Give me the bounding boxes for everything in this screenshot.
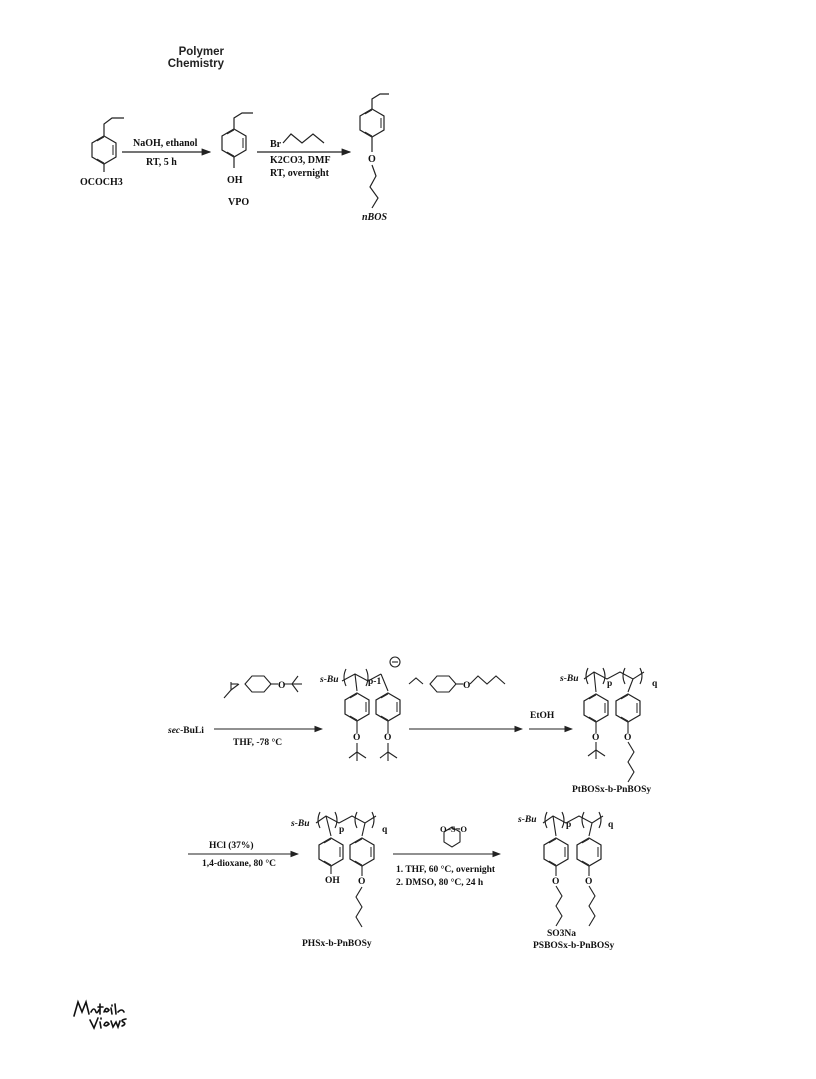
nbos-oxygen: O [463,681,471,691]
step1-reagents: NaOH, ethanol [133,138,198,149]
vpo-molecule [222,113,253,168]
chain-end-2: s-Bu [560,674,579,684]
repeat-q-3: q [608,820,614,830]
chain-end-4: s-Bu [518,815,537,825]
nbos-monomer [409,676,505,692]
butyl-chain [283,134,324,143]
sultone-atoms: O–S=O [440,824,468,834]
scheme-2-row-1-text [167,674,658,795]
quench-reagent: EtOH [530,711,555,721]
scheme-2-row-1 [214,657,644,782]
repeat-p-3: p [566,820,572,830]
materials-views-logo [72,996,132,1030]
tbos-oxygen: O [278,681,286,691]
step1-conditions: RT, 5 h [146,157,177,168]
bromide: Br [270,139,282,150]
ether-oxygen-6: O [552,877,560,887]
step3-conditions: 1,4-dioxane, 80 °C [202,859,276,869]
ether-oxygen-5: O [358,877,366,887]
polymer-label-3: PSBOSx-b-PnBOSy [533,941,615,951]
vpo-label: VPO [228,197,250,208]
living-polymer [342,657,400,761]
repeat-q-1: q [652,679,658,689]
ptbos-pnbos-polymer [584,668,644,782]
step4-condition-1: 1. THF, 60 °C, overnight [396,865,496,875]
repeat-q-2: q [382,825,388,835]
sulfonate-group: SO3Na [547,929,577,939]
acetoxystyrene-molecule [92,118,124,172]
scheme-1-text [80,138,387,223]
ether-oxygen: O [368,154,376,165]
ether-oxygen-2: O [384,733,392,743]
ether-oxygen-1: O [353,733,361,743]
scheme-1 [92,94,389,208]
ether-oxygen-3: O [592,733,600,743]
polymer-label-2: PHSx-b-PnBOSy [302,939,372,949]
psbos-pnbos-polymer [543,812,603,926]
repeat-p-1: p [607,679,613,689]
step3-acid: HCl (37%) [209,841,254,851]
step2-conditions: RT, overnight [270,168,329,179]
chain-end-1: s-Bu [320,675,339,685]
phs-pnbos-polymer [316,812,376,927]
hydroxy-group-2: OH [325,876,340,886]
step2-base: K2CO3, DMF [270,155,331,166]
step4-condition-2: 2. DMSO, 80 °C, 24 h [396,878,484,888]
initiator: sec-BuLi [168,726,204,736]
journal-name-line2: Chemistry [167,58,224,70]
polymer-label-1: PtBOSx-b-PnBOSy [572,785,652,795]
nbos-label: nBOS [362,212,388,223]
step1-conditions: THF, -78 °C [233,738,283,748]
nbos-molecule [360,94,389,208]
tbos-monomer [224,676,302,698]
ether-oxygen-7: O [585,877,593,887]
chain-end-3: s-Bu [291,819,310,829]
journal-name-line1: Polymer [178,46,224,58]
repeat-p-minus-1: p-1 [368,677,382,687]
acetoxy-group: OCOCH3 [80,177,123,188]
scheme-2-row-2-text [202,815,615,951]
repeat-p-2: p [339,825,345,835]
hydroxy-group: OH [227,175,243,186]
ether-oxygen-4: O [624,733,632,743]
